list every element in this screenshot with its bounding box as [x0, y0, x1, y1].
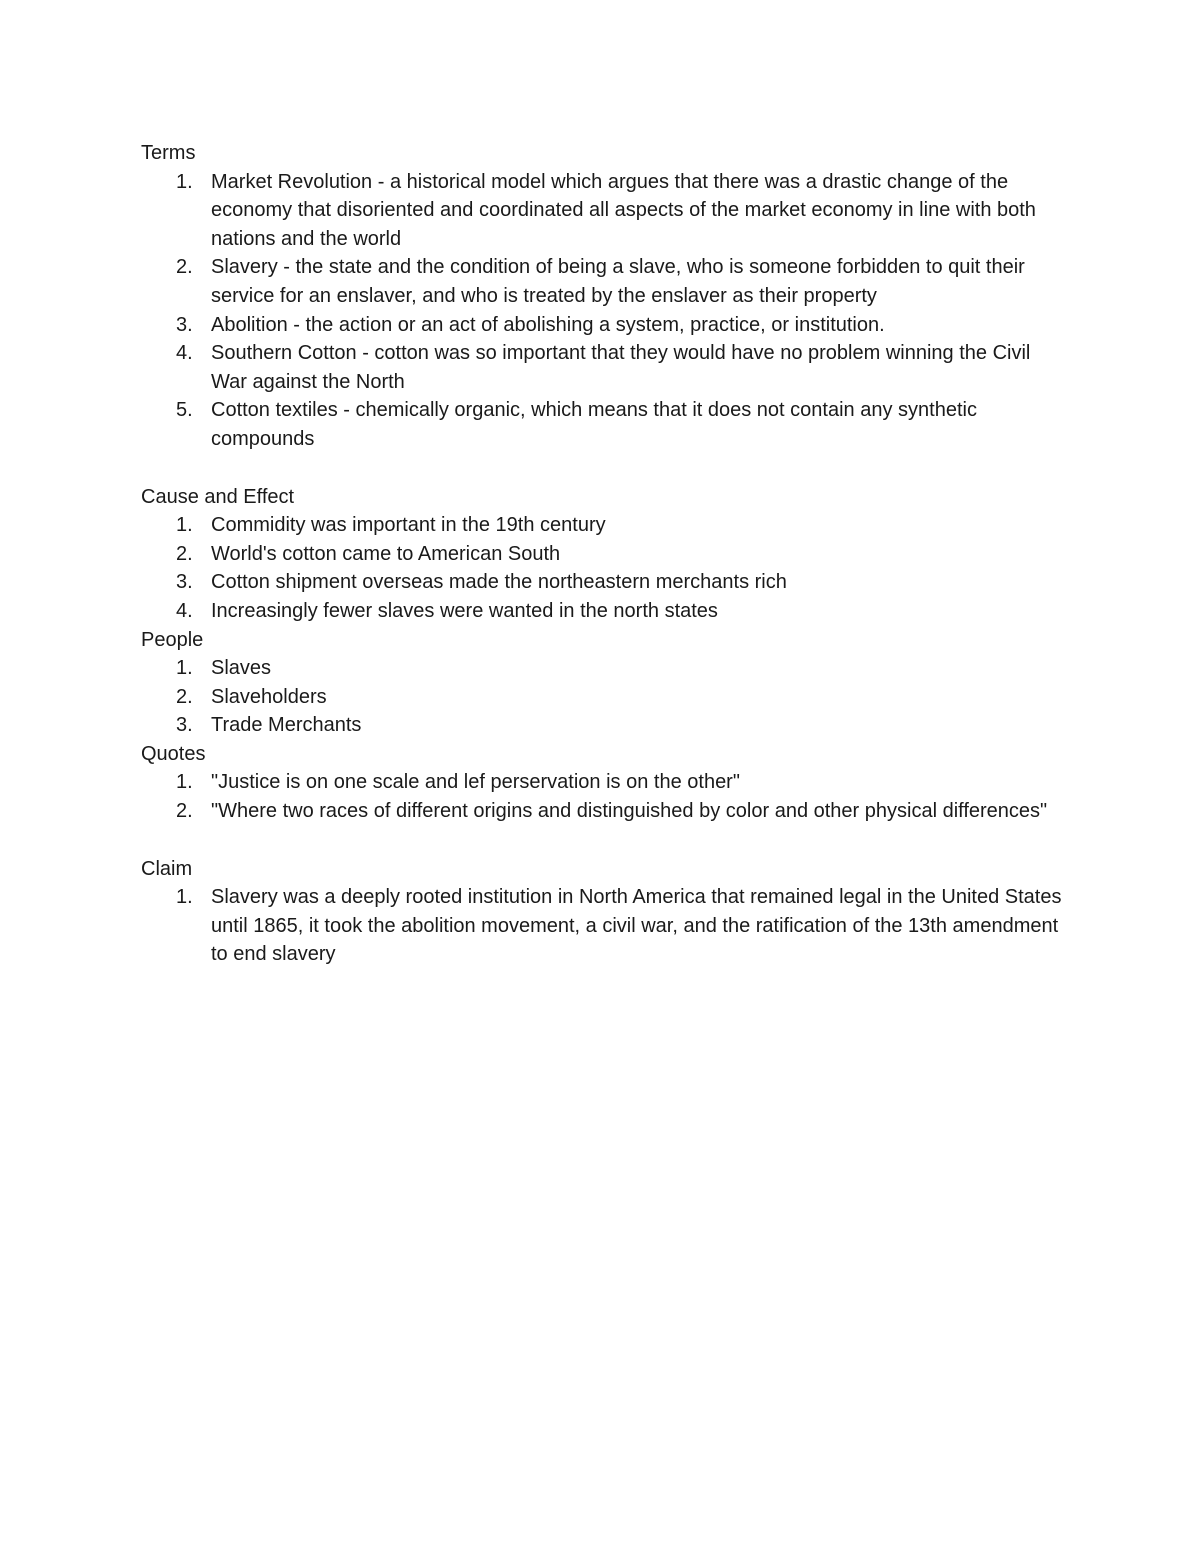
list-item	[141, 711, 1071, 740]
list-item	[141, 768, 1071, 797]
document-page	[141, 139, 1071, 969]
list-number: 3.	[176, 313, 193, 336]
section-claim	[141, 855, 1071, 969]
list-number: 1.	[176, 771, 193, 794]
list-number: 3.	[176, 571, 193, 594]
list-number: 1.	[176, 886, 193, 909]
section-heading: People	[141, 628, 204, 651]
section-cause-and-effect	[141, 483, 1071, 626]
list-item	[141, 654, 1071, 683]
list-item-text: Slavery - the state and the condition of being a slave, who is someone forbidden to quit their service for an enslaver, and who is treated by the enslaver as their property	[211, 256, 1025, 307]
list-number: 2.	[176, 685, 193, 708]
list-item	[141, 540, 1071, 569]
section-heading: Claim	[141, 857, 193, 880]
list-item-text: "Where two races of different origins and distinguished by color and other physical differences"	[211, 800, 1048, 823]
list-item-text: World's cotton came to American South	[211, 542, 561, 565]
list-item	[141, 568, 1071, 597]
list-item	[141, 311, 1071, 340]
list-item	[141, 597, 1071, 626]
list-item-text: Trade Merchants	[211, 714, 362, 737]
list-item-text: Abolition - the action or an act of abolishing a system, practice, or institution.	[211, 313, 885, 336]
list-number: 2.	[176, 256, 193, 279]
list-item-text: Market Revolution - a historical model which argues that there was a drastic change of the economy that disoriented and coordinated all aspects of the market economy in line with both nations and the world	[211, 170, 1036, 250]
list-item-text: Commidity was important in the 19th century	[211, 514, 606, 537]
list-item	[141, 168, 1071, 254]
list-number: 4.	[176, 599, 193, 622]
list-item	[141, 253, 1071, 310]
terms-list	[141, 168, 1071, 454]
quotes-list	[141, 768, 1071, 825]
list-item-text: Slavery was a deeply rooted institution in North America that remained legal in the United States until 1865, it took the abolition movement, a civil war, and the ratification of the 13th amendment to end slavery	[211, 886, 1062, 966]
list-number: 3.	[176, 714, 193, 737]
section-quotes	[141, 740, 1071, 826]
list-item	[141, 339, 1071, 396]
section-heading: Quotes	[141, 742, 206, 765]
claim-list	[141, 883, 1071, 969]
list-item-text: Slaveholders	[211, 685, 327, 708]
section-heading: Terms	[141, 142, 196, 164]
list-item	[141, 683, 1071, 712]
list-number: 1.	[176, 657, 193, 680]
list-item	[141, 511, 1071, 540]
list-number: 1.	[176, 514, 193, 537]
list-item-text: "Justice is on one scale and lef perservation is on the other"	[211, 771, 740, 794]
list-item	[141, 797, 1071, 826]
list-item-text: Increasingly fewer slaves were wanted in the north states	[211, 599, 718, 622]
list-item-text: Slaves	[211, 657, 272, 680]
list-item-text: Cotton textiles - chemically organic, which means that it does not contain any synthetic compounds	[211, 399, 977, 450]
list-number: 4.	[176, 342, 193, 365]
list-number: 1.	[176, 170, 193, 193]
section-people	[141, 626, 1071, 740]
cause-effect-list	[141, 511, 1071, 625]
list-item-text: Cotton shipment overseas made the northeastern merchants rich	[211, 571, 787, 594]
people-list	[141, 654, 1071, 740]
list-item-text: Southern Cotton - cotton was so important that they would have no problem winning the Civil War against the North	[211, 342, 1031, 393]
list-number: 5.	[176, 399, 193, 422]
list-number: 2.	[176, 542, 193, 565]
list-item	[141, 883, 1071, 969]
section-heading: Cause and Effect	[141, 485, 295, 508]
list-item	[141, 396, 1071, 453]
list-number: 2.	[176, 800, 193, 823]
section-terms	[141, 139, 1071, 454]
